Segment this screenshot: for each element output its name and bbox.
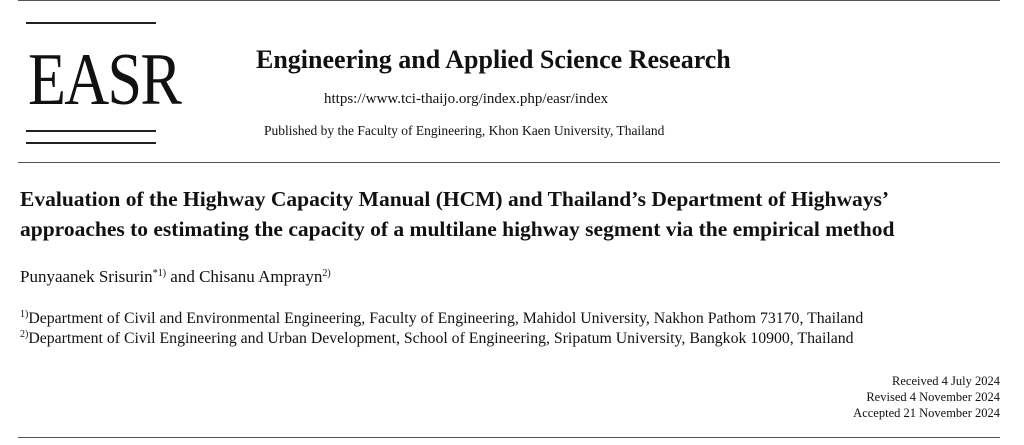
- top-rule: [18, 0, 1000, 1]
- journal-url[interactable]: https://www.tci-thaijo.org/index.php/easr/index: [324, 91, 609, 107]
- publisher-line: Published by the Faculty of Engineering, Khon Kaen University, Thailand: [264, 123, 665, 138]
- footer-rule: [18, 437, 1000, 438]
- date-revised: Revised 4 November 2024: [866, 390, 1000, 404]
- paper-title-line-2: approaches to estimating the capacity of a multilane highway segment via the empirical method: [20, 217, 895, 241]
- date-accepted: Accepted 21 November 2024: [853, 406, 1000, 420]
- affiliation-item: [20, 309, 863, 329]
- affiliation-list: [20, 309, 863, 349]
- author-marker: 2): [322, 268, 331, 279]
- affiliation-text: Department of Civil Engineering and Urban Development, School of Engineering, Sripatum University, Bangkok 10900, Thailand: [28, 330, 854, 347]
- logo-bar-top: [26, 22, 156, 24]
- journal-title: Engineering and Applied Science Research: [256, 45, 731, 74]
- header-rule: [18, 162, 1000, 163]
- journal-logo: [26, 18, 181, 146]
- affiliation-text: Department of Civil and Environmental Engineering, Faculty of Engineering, Mahidol University, Nakhon Pathom 73170, Thailand: [28, 310, 864, 327]
- logo-bar-bottom-1: [26, 130, 156, 132]
- author-list: [20, 266, 331, 288]
- logo-bar-bottom-2: [26, 142, 156, 144]
- affiliation-item: [20, 329, 863, 349]
- affiliation-marker: 2): [20, 329, 29, 340]
- author-name: Chisanu Amprayn: [199, 267, 323, 286]
- author-joiner: and: [170, 267, 195, 286]
- author-name: Punyaanek Srisurin: [20, 267, 153, 286]
- paper-title: [20, 184, 1010, 244]
- paper-title-line-1: Evaluation of the Highway Capacity Manual (HCM) and Thailand’s Department of Highways’: [20, 187, 890, 211]
- affiliation-marker: 1): [20, 309, 29, 320]
- author-marker: *1): [152, 268, 167, 279]
- date-received: Received 4 July 2024: [892, 374, 1000, 388]
- article-dates: [853, 373, 1000, 421]
- logo-text: EASR: [28, 39, 181, 121]
